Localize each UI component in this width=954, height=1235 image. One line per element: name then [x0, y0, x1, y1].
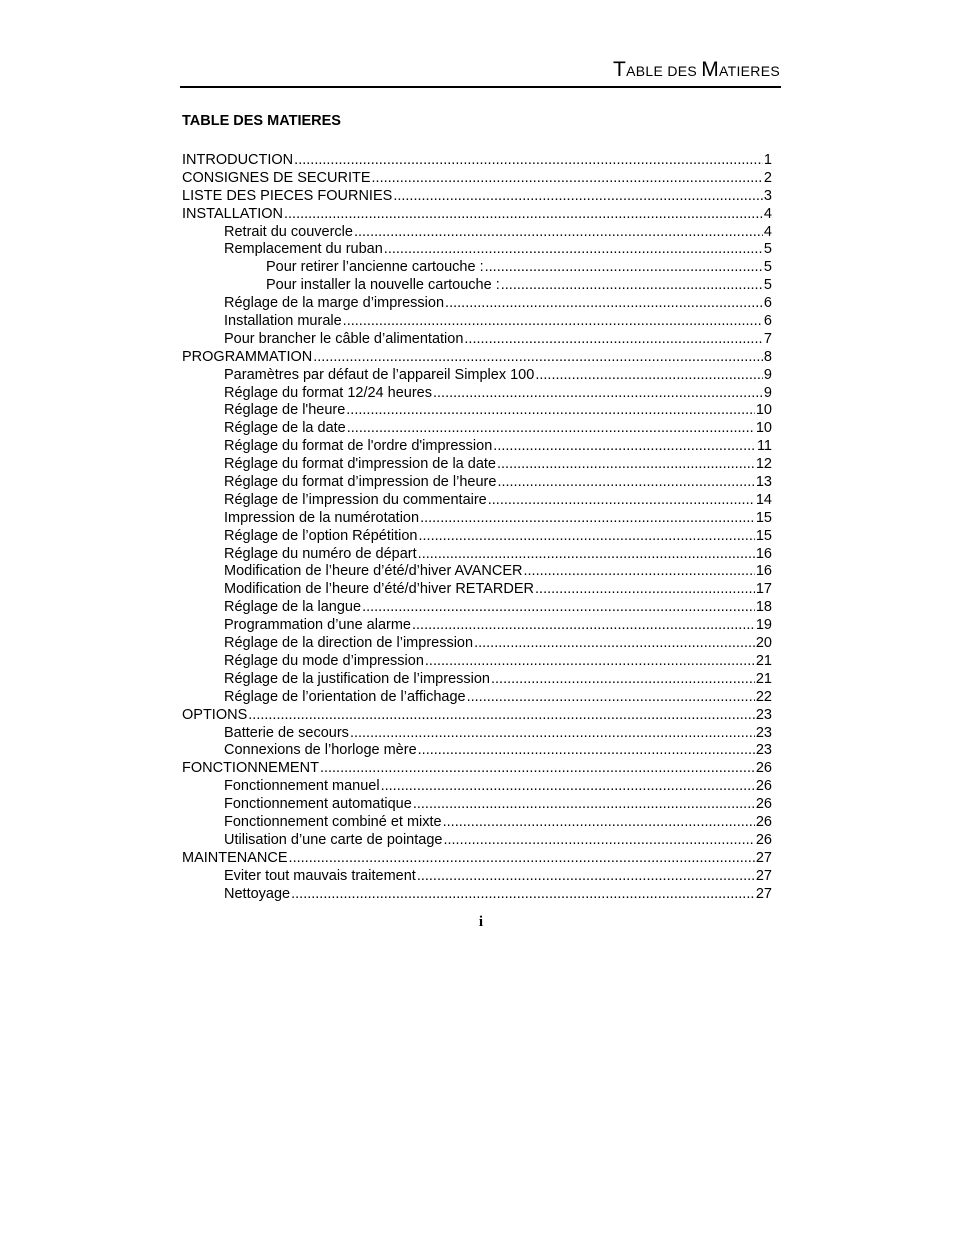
toc-entry-page: 5: [763, 277, 772, 294]
toc-entry-label: Réglage de l'heure: [224, 402, 346, 419]
toc-entry-page: 21: [755, 652, 772, 669]
toc-dot-leader: [384, 241, 763, 259]
toc-dot-leader: [443, 832, 754, 850]
toc-dot-leader: [313, 349, 763, 367]
toc-entry[interactable]: [182, 563, 772, 581]
toc-entry-page: 15: [755, 509, 772, 526]
header-rule: [180, 86, 781, 88]
toc-entry-page: 27: [755, 885, 772, 902]
toc-entry[interactable]: [182, 581, 772, 599]
toc-dot-leader: [418, 546, 755, 564]
toc-entry[interactable]: [182, 760, 772, 778]
toc-entry-page: 6: [763, 295, 772, 312]
toc-entry[interactable]: [182, 188, 772, 206]
toc-dot-leader: [372, 170, 763, 188]
toc-dot-leader: [381, 778, 755, 796]
toc-entry-label: Réglage de la direction de l’impression: [224, 635, 474, 652]
toc-entry-page: 10: [755, 402, 772, 419]
toc-entry[interactable]: [182, 510, 772, 528]
toc-entry-page: 13: [755, 474, 772, 491]
toc-entry-label: LISTE DES PIECES FOURNIES: [182, 187, 393, 204]
toc-entry-page: 26: [755, 796, 772, 813]
toc-dot-leader: [497, 456, 755, 474]
toc-dot-leader: [445, 295, 763, 313]
toc-entry[interactable]: [182, 653, 772, 671]
toc-entry-page: 20: [755, 635, 772, 652]
page-number: i: [478, 914, 484, 930]
toc-dot-leader: [497, 474, 754, 492]
toc-entry-label: Connexions de l’horloge mère: [224, 742, 417, 759]
toc-entry-page: 4: [763, 205, 772, 222]
running-header-cap-m: M: [701, 58, 720, 81]
toc-dot-leader: [289, 850, 755, 868]
toc-entry-label: Pour retirer l’ancienne cartouche :: [266, 259, 484, 276]
toc-entry-label: Réglage de la marge d’impression: [224, 295, 445, 312]
toc-entry-label: Pour brancher le câble d’alimentation: [224, 330, 464, 347]
toc-entry[interactable]: [182, 295, 772, 313]
toc-entry[interactable]: [182, 170, 772, 188]
toc-entry-page: 23: [755, 706, 772, 723]
toc-entry-label: FONCTIONNEMENT: [182, 760, 319, 777]
toc-entry-label: Modification de l’heure d’été/d’hiver AVANCER: [224, 563, 523, 580]
toc-dot-leader: [417, 868, 755, 886]
toc-entry-page: 5: [763, 241, 772, 258]
toc-entry-label: Réglage de la date: [224, 420, 346, 437]
toc-dot-leader: [535, 367, 763, 385]
toc-entry-page: 12: [755, 456, 772, 473]
toc-entry[interactable]: [182, 277, 772, 295]
toc-entry[interactable]: [182, 671, 772, 689]
toc-dot-leader: [501, 277, 763, 295]
toc-entry[interactable]: [182, 224, 772, 242]
toc-entry-label: Nettoyage: [224, 885, 291, 902]
toc-entry-label: Réglage de l’impression du commentaire: [224, 491, 487, 508]
toc-entry[interactable]: [182, 474, 772, 492]
toc-entry[interactable]: [182, 367, 772, 385]
toc-entry-label: Réglage de l’orientation de l’affichage: [224, 688, 466, 705]
toc-entry-page: 23: [755, 742, 772, 759]
toc-entry[interactable]: [182, 689, 772, 707]
toc-entry[interactable]: [182, 385, 772, 403]
toc-entry[interactable]: [182, 778, 772, 796]
toc-entry[interactable]: [182, 420, 772, 438]
toc-entry[interactable]: [182, 492, 772, 510]
toc-entry[interactable]: [182, 241, 772, 259]
toc-dot-leader: [467, 689, 755, 707]
toc-entry-page: 16: [755, 545, 772, 562]
toc-entry-label: Remplacement du ruban: [224, 241, 383, 258]
toc-entry[interactable]: [182, 438, 772, 456]
toc-entry-page: 7: [763, 330, 772, 347]
toc-dot-leader: [433, 385, 763, 403]
toc-dot-leader: [284, 206, 763, 224]
toc-entry-page: 3: [763, 187, 772, 204]
toc-entry[interactable]: [182, 599, 772, 617]
toc-entry-page: 18: [755, 599, 772, 616]
toc-entry-page: 14: [755, 491, 772, 508]
toc-entry-label: PROGRAMMATION: [182, 348, 313, 365]
toc-dot-leader: [362, 599, 755, 617]
toc-dot-leader: [464, 331, 763, 349]
toc-entry[interactable]: [182, 259, 772, 277]
toc-entry-page: 15: [755, 527, 772, 544]
toc-entry-page: 16: [755, 563, 772, 580]
toc-entry-label: Réglage du numéro de départ: [224, 545, 417, 562]
toc-list: [182, 152, 772, 903]
toc-entry-label: Réglage de la justification de l’impression: [224, 670, 490, 687]
toc-entry[interactable]: [182, 868, 772, 886]
toc-dot-leader: [347, 420, 755, 438]
toc-entry-label: Modification de l’heure d’été/d’hiver RETARDER: [224, 581, 535, 598]
toc-dot-leader: [523, 563, 754, 581]
toc-entry-label: Fonctionnement combiné et mixte: [224, 813, 442, 830]
running-header: [180, 58, 780, 82]
toc-heading: TABLE DES MATIERES: [182, 113, 341, 129]
toc-entry-label: Installation murale: [224, 313, 342, 330]
toc-entry-label: Réglage du format de l'ordre d'impression: [224, 438, 493, 455]
toc-entry-label: Réglage du format d’impression de l’heure: [224, 474, 497, 491]
toc-entry-page: 26: [755, 760, 772, 777]
toc-dot-leader: [493, 438, 756, 456]
toc-dot-leader: [354, 224, 763, 242]
toc-entry-page: 9: [763, 366, 772, 383]
toc-entry[interactable]: [182, 206, 772, 224]
toc-entry-page: 22: [755, 688, 772, 705]
toc-entry[interactable]: [182, 725, 772, 743]
toc-dot-leader: [248, 707, 755, 725]
toc-entry-label: Réglage du format 12/24 heures: [224, 384, 432, 401]
toc-entry-page: 26: [755, 778, 772, 795]
toc-dot-leader: [491, 671, 755, 689]
toc-dot-leader: [393, 188, 763, 206]
toc-entry-page: 11: [756, 438, 772, 455]
toc-entry-label: Batterie de secours: [224, 724, 349, 741]
toc-entry[interactable]: [182, 814, 772, 832]
toc-dot-leader: [474, 635, 755, 653]
toc-entry-label: Paramètres par défaut de l’appareil Simplex 100: [224, 366, 535, 383]
toc-entry[interactable]: [182, 313, 772, 331]
toc-entry[interactable]: [182, 796, 772, 814]
toc-dot-leader: [418, 742, 755, 760]
toc-entry-label: INTRODUCTION: [182, 152, 294, 168]
toc-entry-label: Retrait du couvercle: [224, 223, 353, 240]
toc-entry-page: 19: [755, 617, 772, 634]
toc-entry[interactable]: [182, 331, 772, 349]
running-header-cap-t: T: [613, 58, 627, 81]
toc-entry-label: MAINTENANCE: [182, 849, 288, 866]
toc-entry-label: Fonctionnement manuel: [224, 778, 380, 795]
toc-dot-leader: [425, 653, 755, 671]
toc-entry-page: 26: [755, 831, 772, 848]
toc-entry-page: 17: [755, 581, 772, 598]
toc-entry-page: 27: [755, 867, 772, 884]
toc-entry-label: OPTIONS: [182, 706, 248, 723]
running-header-small-2: ATIERES: [719, 63, 780, 79]
toc-dot-leader: [535, 581, 755, 599]
toc-entry-page: 9: [763, 384, 772, 401]
toc-entry[interactable]: [182, 617, 772, 635]
toc-entry-label: Programmation d’une alarme: [224, 617, 411, 634]
toc-entry-label: Réglage du mode d’impression: [224, 652, 424, 669]
toc-entry[interactable]: [182, 832, 772, 850]
toc-entry[interactable]: [182, 635, 772, 653]
toc-entry-page: 4: [763, 223, 772, 240]
toc-dot-leader: [485, 259, 763, 277]
toc-entry-page: 1: [763, 152, 772, 168]
toc-dot-leader: [488, 492, 755, 510]
toc-entry-label: Réglage du format d'impression de la date: [224, 456, 496, 473]
toc-entry[interactable]: [182, 152, 772, 170]
toc-dot-leader: [320, 760, 755, 778]
toc-entry-label: Pour installer la nouvelle cartouche :: [266, 277, 500, 294]
toc-entry[interactable]: [182, 850, 772, 868]
toc-dot-leader: [343, 313, 763, 331]
toc-dot-leader: [420, 510, 755, 528]
toc-dot-leader: [294, 152, 763, 170]
toc-dot-leader: [291, 886, 755, 904]
toc-entry[interactable]: [182, 528, 772, 546]
toc-entry[interactable]: [182, 402, 772, 420]
toc-dot-leader: [346, 402, 755, 420]
toc-entry-label: Réglage de la langue: [224, 599, 362, 616]
toc-entry-page: 23: [755, 724, 772, 741]
toc-entry-page: 8: [763, 348, 772, 365]
toc-entry-page: 5: [763, 259, 772, 276]
toc-entry-label: INSTALLATION: [182, 205, 283, 222]
toc-entry[interactable]: [182, 707, 772, 725]
toc-entry-page: 27: [755, 849, 772, 866]
toc-entry[interactable]: [182, 456, 772, 474]
toc-entry-label: Impression de la numérotation: [224, 509, 420, 526]
toc-entry-page: 6: [763, 313, 772, 330]
toc-entry-label: Réglage de l’option Répétition: [224, 527, 418, 544]
toc-dot-leader: [350, 725, 755, 743]
toc-entry-page: 26: [755, 813, 772, 830]
toc-dot-leader: [443, 814, 755, 832]
toc-entry-label: CONSIGNES DE SECURITE: [182, 169, 371, 186]
toc-dot-leader: [413, 796, 755, 814]
toc-entry-label: Utilisation d’une carte de pointage: [224, 831, 443, 848]
toc-entry-label: Eviter tout mauvais traitement: [224, 867, 416, 884]
toc-entry-page: 2: [763, 169, 772, 186]
toc-entry[interactable]: [182, 742, 772, 760]
toc-dot-leader: [412, 617, 755, 635]
toc-entry-page: 21: [755, 670, 772, 687]
toc-entry-label: Fonctionnement automatique: [224, 796, 412, 813]
toc-entry[interactable]: [182, 886, 772, 904]
toc-entry-page: 10: [755, 420, 772, 437]
running-header-small-1: ABLE DES: [626, 63, 702, 79]
toc-entry[interactable]: [182, 546, 772, 564]
toc-dot-leader: [418, 528, 754, 546]
toc-entry[interactable]: [182, 349, 772, 367]
